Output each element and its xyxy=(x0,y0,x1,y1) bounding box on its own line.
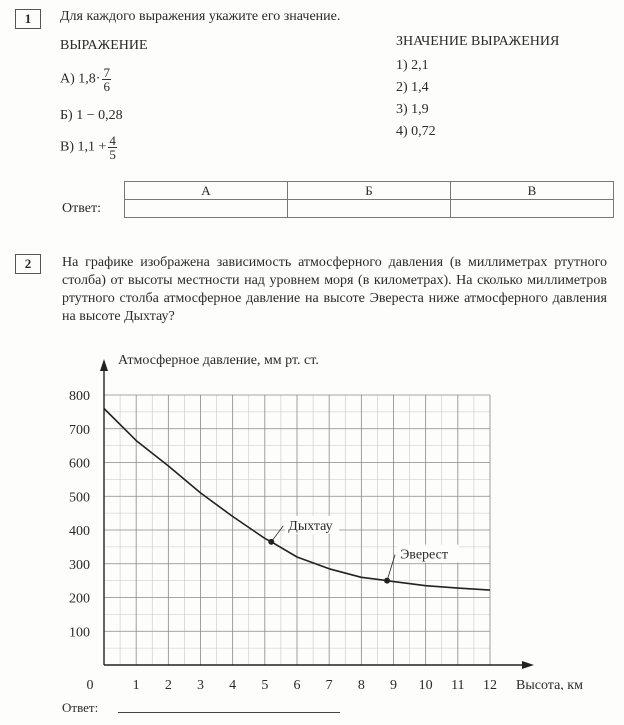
expression-b: Б) 1 − 0,28 xyxy=(60,108,123,123)
task2-text: На графике изображена зависимость атмосферного давления (в миллиметрах ртутного столба) от высоты местности над уровнем моря (в километрах). На сколько миллиметров ртутного столба атмосферное давление на высоте Эвереста ниже атмосферного давления на высоте Дыхтау? xyxy=(62,255,607,324)
answer-header-v: В xyxy=(451,182,614,200)
task2-answer-label: Ответ: xyxy=(62,700,99,715)
annotation-label: Эверест xyxy=(400,547,448,563)
x-axis-arrow xyxy=(522,661,534,669)
task1-answer-label: Ответ: xyxy=(62,201,101,216)
y-tick-label: 400 xyxy=(69,524,90,539)
x-tick-label: 12 xyxy=(483,678,497,690)
value-1: 1) 2,1 xyxy=(396,58,429,73)
value-3: 3) 1,9 xyxy=(396,102,429,117)
annotation-leader xyxy=(271,526,283,542)
x-axis-label: Высота, км xyxy=(516,678,583,690)
y-tick-label: 500 xyxy=(69,490,90,506)
value-2: 2) 1,4 xyxy=(396,80,429,95)
y-tick-label: 200 xyxy=(69,591,90,607)
x-tick-label: 7 xyxy=(325,678,333,690)
x-tick-label: 1 xyxy=(132,678,140,690)
expression-a: А) 1,8· $\frac{7}{6}$ xyxy=(60,65,110,94)
y-tick-label: 600 xyxy=(69,456,90,472)
y-axis-arrow xyxy=(100,359,108,371)
x-tick-label: 11 xyxy=(451,678,465,690)
answer-cell-a[interactable] xyxy=(125,200,288,218)
answer-header-b: Б xyxy=(288,182,451,200)
x-tick-label: 4 xyxy=(229,678,237,690)
annotation-label: Дыхтау xyxy=(288,518,333,534)
x-tick-label: 10 xyxy=(418,678,433,690)
answer-cell-v[interactable] xyxy=(451,200,614,218)
value-4: 4) 0,72 xyxy=(396,124,436,139)
y-tick-label: 300 xyxy=(69,557,90,573)
y-tick-label: 800 xyxy=(69,389,90,404)
value-header: ЗНАЧЕНИЕ ВЫРАЖЕНИЯ xyxy=(396,34,560,49)
y-axis-label: Атмосферное давление, мм рт. ст. xyxy=(118,353,319,368)
answer-cell-b[interactable] xyxy=(288,200,451,218)
x-tick-label: 3 xyxy=(197,678,204,690)
x-tick-label: 8 xyxy=(357,678,365,690)
y-tick-label: 700 xyxy=(69,422,90,438)
task1-prompt: Для каждого выражения укажите его значение. xyxy=(60,9,341,24)
y-tick-label: 100 xyxy=(69,625,90,641)
task1-number: 1 xyxy=(15,9,41,29)
x-tick-label: 2 xyxy=(164,678,172,690)
expression-v: В) 1,1 + $\frac{4}{5}$ xyxy=(60,133,116,162)
expression-header: ВЫРАЖЕНИЕ xyxy=(60,38,148,53)
pressure-chart xyxy=(0,350,624,690)
answer-table xyxy=(124,181,614,218)
answer-header-a: А xyxy=(125,182,288,200)
x-tick-label: 6 xyxy=(293,678,301,690)
x-tick-label: 5 xyxy=(261,678,269,690)
task2-answer-line[interactable] xyxy=(118,712,340,713)
x-tick-label: 9 xyxy=(390,678,397,690)
task2-number: 2 xyxy=(15,254,41,274)
x-tick-label: 0 xyxy=(86,678,94,690)
